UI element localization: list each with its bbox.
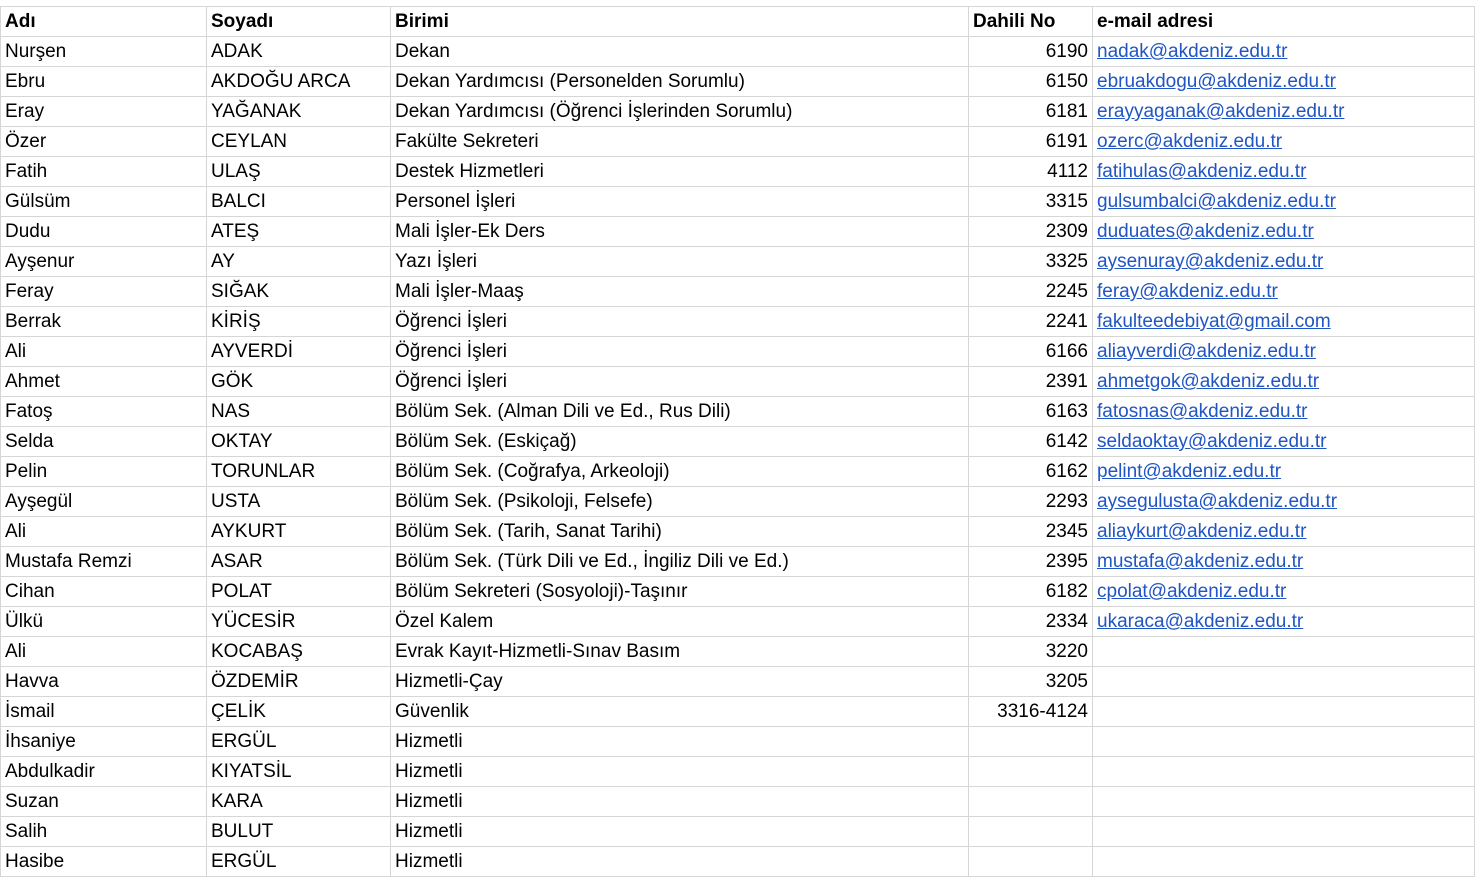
cell-first-name[interactable]: Ülkü xyxy=(1,607,207,637)
cell-extension[interactable]: 3325 xyxy=(969,247,1093,277)
contact-table xyxy=(0,6,1475,877)
cell-last-name[interactable]: TORUNLAR xyxy=(207,457,391,487)
table-row xyxy=(1,457,1475,487)
email-link[interactable]: cpolat@akdeniz.edu.tr xyxy=(1097,581,1287,602)
header-last-name[interactable]: Soyadı xyxy=(207,7,391,37)
cell-extension[interactable]: 2334 xyxy=(969,607,1093,637)
cell-last-name[interactable]: POLAT xyxy=(207,577,391,607)
cell-unit[interactable]: Bölüm Sek. (Alman Dili ve Ed., Rus Dili) xyxy=(391,397,969,427)
cell-extension[interactable]: 2395 xyxy=(969,547,1093,577)
cell-last-name[interactable]: AYVERDİ xyxy=(207,337,391,367)
cell-last-name[interactable]: YAĞANAK xyxy=(207,97,391,127)
cell-extension[interactable]: 3315 xyxy=(969,187,1093,217)
cell-email[interactable] xyxy=(1093,517,1475,547)
table-row xyxy=(1,637,1475,667)
cell-email[interactable] xyxy=(1093,727,1475,757)
cell-first-name[interactable]: Abdulkadir xyxy=(1,757,207,787)
cell-last-name[interactable]: KOCABAŞ xyxy=(207,637,391,667)
cell-extension[interactable] xyxy=(969,757,1093,787)
cell-first-name[interactable]: Selda xyxy=(1,427,207,457)
email-link[interactable]: fatosnas@akdeniz.edu.tr xyxy=(1097,401,1308,422)
table-row xyxy=(1,727,1475,757)
cell-email[interactable] xyxy=(1093,667,1475,697)
cell-unit[interactable]: Hizmetli-Çay xyxy=(391,667,969,697)
table-row xyxy=(1,817,1475,847)
header-email[interactable]: e-mail adresi xyxy=(1093,7,1475,37)
cell-extension[interactable]: 4112 xyxy=(969,157,1093,187)
cell-extension[interactable]: 6162 xyxy=(969,457,1093,487)
cell-email[interactable] xyxy=(1093,157,1475,187)
cell-extension[interactable]: 2391 xyxy=(969,367,1093,397)
cell-last-name[interactable]: ASAR xyxy=(207,547,391,577)
table-row xyxy=(1,577,1475,607)
table-row xyxy=(1,427,1475,457)
header-unit[interactable]: Birimi xyxy=(391,7,969,37)
table-row xyxy=(1,547,1475,577)
cell-email[interactable] xyxy=(1093,637,1475,667)
cell-last-name[interactable]: ÇELİK xyxy=(207,697,391,727)
cell-extension[interactable] xyxy=(969,727,1093,757)
table-row xyxy=(1,517,1475,547)
cell-last-name[interactable]: ERGÜL xyxy=(207,727,391,757)
email-link[interactable]: pelint@akdeniz.edu.tr xyxy=(1097,461,1282,482)
cell-email[interactable] xyxy=(1093,817,1475,847)
cell-unit[interactable]: Hizmetli xyxy=(391,787,969,817)
email-link[interactable]: fakulteedebiyat@gmail.com xyxy=(1097,311,1331,332)
cell-first-name[interactable]: Cihan xyxy=(1,577,207,607)
cell-email[interactable] xyxy=(1093,487,1475,517)
table-row xyxy=(1,367,1475,397)
cell-first-name[interactable]: Ali xyxy=(1,517,207,547)
table-row xyxy=(1,337,1475,367)
cell-email[interactable] xyxy=(1093,427,1475,457)
cell-unit[interactable]: Güvenlik xyxy=(391,697,969,727)
cell-unit[interactable]: Hizmetli xyxy=(391,727,969,757)
cell-last-name[interactable]: AYKURT xyxy=(207,517,391,547)
table-row xyxy=(1,247,1475,277)
cell-extension[interactable]: 3220 xyxy=(969,637,1093,667)
cell-first-name[interactable]: Fatih xyxy=(1,157,207,187)
cell-last-name[interactable]: NAS xyxy=(207,397,391,427)
cell-last-name[interactable]: BALCI xyxy=(207,187,391,217)
cell-unit[interactable]: Dekan xyxy=(391,37,969,67)
table-row xyxy=(1,277,1475,307)
cell-last-name[interactable]: ULAŞ xyxy=(207,157,391,187)
table-body xyxy=(1,37,1475,877)
cell-last-name[interactable]: AKDOĞU ARCA xyxy=(207,67,391,97)
cell-unit[interactable]: Hizmetli xyxy=(391,757,969,787)
cell-unit[interactable]: Öğrenci İşleri xyxy=(391,307,969,337)
cell-extension[interactable]: 6166 xyxy=(969,337,1093,367)
cell-unit[interactable]: Mali İşler-Ek Ders xyxy=(391,217,969,247)
cell-first-name[interactable]: Ali xyxy=(1,337,207,367)
cell-last-name[interactable]: OKTAY xyxy=(207,427,391,457)
table-row xyxy=(1,487,1475,517)
email-link[interactable]: ukaraca@akdeniz.edu.tr xyxy=(1097,611,1304,632)
cell-email[interactable] xyxy=(1093,217,1475,247)
cell-extension[interactable]: 6190 xyxy=(969,37,1093,67)
cell-first-name[interactable]: Ayşenur xyxy=(1,247,207,277)
cell-email[interactable] xyxy=(1093,847,1475,877)
cell-extension[interactable]: 6182 xyxy=(969,577,1093,607)
table-row xyxy=(1,217,1475,247)
table-row xyxy=(1,37,1475,67)
cell-unit[interactable]: Bölüm Sekreteri (Sosyoloji)-Taşınır xyxy=(391,577,969,607)
table-row xyxy=(1,787,1475,817)
cell-email[interactable] xyxy=(1093,67,1475,97)
cell-email[interactable] xyxy=(1093,337,1475,367)
cell-extension[interactable]: 6150 xyxy=(969,67,1093,97)
cell-extension[interactable]: 6163 xyxy=(969,397,1093,427)
table-row xyxy=(1,397,1475,427)
cell-last-name[interactable]: KİRİŞ xyxy=(207,307,391,337)
header-extension[interactable]: Dahili No xyxy=(969,7,1093,37)
cell-last-name[interactable]: KARA xyxy=(207,787,391,817)
table-row xyxy=(1,187,1475,217)
table-row xyxy=(1,757,1475,787)
cell-unit[interactable]: Bölüm Sek. (Psikoloji, Felsefe) xyxy=(391,487,969,517)
cell-last-name[interactable]: ADAK xyxy=(207,37,391,67)
cell-first-name[interactable]: İsmail xyxy=(1,697,207,727)
cell-extension[interactable]: 6191 xyxy=(969,127,1093,157)
cell-last-name[interactable]: GÖK xyxy=(207,367,391,397)
cell-extension[interactable]: 3205 xyxy=(969,667,1093,697)
cell-unit[interactable]: Destek Hizmetleri xyxy=(391,157,969,187)
table-row xyxy=(1,607,1475,637)
cell-email[interactable] xyxy=(1093,127,1475,157)
cell-extension[interactable]: 6142 xyxy=(969,427,1093,457)
cell-first-name[interactable]: Dudu xyxy=(1,217,207,247)
cell-unit[interactable]: Fakülte Sekreteri xyxy=(391,127,969,157)
email-link[interactable]: aliaykurt@akdeniz.edu.tr xyxy=(1097,521,1307,542)
cell-email[interactable] xyxy=(1093,307,1475,337)
table-row xyxy=(1,307,1475,337)
cell-unit[interactable]: Bölüm Sek. (Türk Dili ve Ed., İngiliz Dili ve Ed.) xyxy=(391,547,969,577)
cell-unit[interactable]: Evrak Kayıt-Hizmetli-Sınav Basım xyxy=(391,637,969,667)
cell-email[interactable] xyxy=(1093,607,1475,637)
cell-first-name[interactable]: Havva xyxy=(1,667,207,697)
cell-unit[interactable]: Bölüm Sek. (Eskiçağ) xyxy=(391,427,969,457)
cell-unit[interactable]: Öğrenci İşleri xyxy=(391,367,969,397)
email-link[interactable]: nadak@akdeniz.edu.tr xyxy=(1097,41,1288,62)
cell-unit[interactable]: Dekan Yardımcısı (Öğrenci İşlerinden Sorumlu) xyxy=(391,97,969,127)
cell-extension[interactable] xyxy=(969,847,1093,877)
cell-first-name[interactable]: Hasibe xyxy=(1,847,207,877)
cell-extension[interactable]: 2345 xyxy=(969,517,1093,547)
cell-first-name[interactable]: Feray xyxy=(1,277,207,307)
cell-first-name[interactable]: Gülsüm xyxy=(1,187,207,217)
email-link[interactable]: aysenuray@akdeniz.edu.tr xyxy=(1097,251,1324,272)
cell-last-name[interactable]: CEYLAN xyxy=(207,127,391,157)
cell-email[interactable] xyxy=(1093,697,1475,727)
cell-email[interactable] xyxy=(1093,577,1475,607)
cell-email[interactable] xyxy=(1093,37,1475,67)
email-link[interactable]: mustafa@akdeniz.edu.tr xyxy=(1097,551,1304,572)
cell-email[interactable] xyxy=(1093,397,1475,427)
cell-extension[interactable] xyxy=(969,817,1093,847)
cell-first-name[interactable]: Eray xyxy=(1,97,207,127)
cell-first-name[interactable]: Pelin xyxy=(1,457,207,487)
cell-email[interactable] xyxy=(1093,547,1475,577)
cell-email[interactable] xyxy=(1093,187,1475,217)
cell-last-name[interactable]: ATEŞ xyxy=(207,217,391,247)
cell-extension[interactable]: 6181 xyxy=(969,97,1093,127)
cell-first-name[interactable]: Ahmet xyxy=(1,367,207,397)
email-link[interactable]: erayyaganak@akdeniz.edu.tr xyxy=(1097,101,1345,122)
cell-last-name[interactable]: SIĞAK xyxy=(207,277,391,307)
cell-last-name[interactable]: AY xyxy=(207,247,391,277)
cell-unit[interactable]: Dekan Yardımcısı (Personelden Sorumlu) xyxy=(391,67,969,97)
cell-email[interactable] xyxy=(1093,277,1475,307)
cell-last-name[interactable]: YÜCESİR xyxy=(207,607,391,637)
header-row xyxy=(1,7,1475,37)
cell-unit[interactable]: Öğrenci İşleri xyxy=(391,337,969,367)
cell-extension[interactable]: 2245 xyxy=(969,277,1093,307)
cell-email[interactable] xyxy=(1093,97,1475,127)
cell-unit[interactable]: Hizmetli xyxy=(391,847,969,877)
cell-extension[interactable]: 2293 xyxy=(969,487,1093,517)
email-link[interactable]: seldaoktay@akdeniz.edu.tr xyxy=(1097,431,1327,452)
cell-first-name[interactable]: Fatoş xyxy=(1,397,207,427)
table-row xyxy=(1,67,1475,97)
cell-first-name[interactable]: Suzan xyxy=(1,787,207,817)
cell-extension[interactable] xyxy=(969,787,1093,817)
header-first-name[interactable]: Adı xyxy=(1,7,207,37)
table-row xyxy=(1,847,1475,877)
table-row xyxy=(1,157,1475,187)
cell-last-name[interactable]: ERGÜL xyxy=(207,847,391,877)
cell-unit[interactable]: Hizmetli xyxy=(391,817,969,847)
table-row xyxy=(1,127,1475,157)
cell-first-name[interactable]: İhsaniye xyxy=(1,727,207,757)
cell-email[interactable] xyxy=(1093,247,1475,277)
email-link[interactable]: gulsumbalci@akdeniz.edu.tr xyxy=(1097,191,1336,212)
cell-unit[interactable]: Bölüm Sek. (Coğrafya, Arkeoloji) xyxy=(391,457,969,487)
cell-email[interactable] xyxy=(1093,787,1475,817)
cell-first-name[interactable]: Ali xyxy=(1,637,207,667)
cell-last-name[interactable]: ÖZDEMİR xyxy=(207,667,391,697)
email-link[interactable]: feray@akdeniz.edu.tr xyxy=(1097,281,1278,302)
cell-extension[interactable]: 2309 xyxy=(969,217,1093,247)
table-row xyxy=(1,667,1475,697)
cell-extension[interactable]: 3316-4124 xyxy=(969,697,1093,727)
cell-first-name[interactable]: Özer xyxy=(1,127,207,157)
cell-unit[interactable]: Bölüm Sek. (Tarih, Sanat Tarihi) xyxy=(391,517,969,547)
cell-email[interactable] xyxy=(1093,367,1475,397)
cell-unit[interactable]: Yazı İşleri xyxy=(391,247,969,277)
email-link[interactable]: fatihulas@akdeniz.edu.tr xyxy=(1097,161,1307,182)
cell-unit[interactable]: Özel Kalem xyxy=(391,607,969,637)
email-link[interactable]: duduates@akdeniz.edu.tr xyxy=(1097,221,1314,242)
cell-first-name[interactable]: Mustafa Remzi xyxy=(1,547,207,577)
email-link[interactable]: ozerc@akdeniz.edu.tr xyxy=(1097,131,1283,152)
cell-last-name[interactable]: BULUT xyxy=(207,817,391,847)
cell-first-name[interactable]: Berrak xyxy=(1,307,207,337)
cell-first-name[interactable]: Salih xyxy=(1,817,207,847)
cell-first-name[interactable]: Ayşegül xyxy=(1,487,207,517)
email-link[interactable]: aysegulusta@akdeniz.edu.tr xyxy=(1097,491,1338,512)
cell-email[interactable] xyxy=(1093,757,1475,787)
email-link[interactable]: aliayverdi@akdeniz.edu.tr xyxy=(1097,341,1316,362)
cell-extension[interactable]: 2241 xyxy=(969,307,1093,337)
cell-last-name[interactable]: USTA xyxy=(207,487,391,517)
cell-first-name[interactable]: Ebru xyxy=(1,67,207,97)
cell-unit[interactable]: Personel İşleri xyxy=(391,187,969,217)
cell-first-name[interactable]: Nurşen xyxy=(1,37,207,67)
email-link[interactable]: ebruakdogu@akdeniz.edu.tr xyxy=(1097,71,1337,92)
cell-last-name[interactable]: KIYATSİL xyxy=(207,757,391,787)
table-row xyxy=(1,97,1475,127)
cell-email[interactable] xyxy=(1093,457,1475,487)
email-link[interactable]: ahmetgok@akdeniz.edu.tr xyxy=(1097,371,1320,392)
table-row xyxy=(1,697,1475,727)
cell-unit[interactable]: Mali İşler-Maaş xyxy=(391,277,969,307)
